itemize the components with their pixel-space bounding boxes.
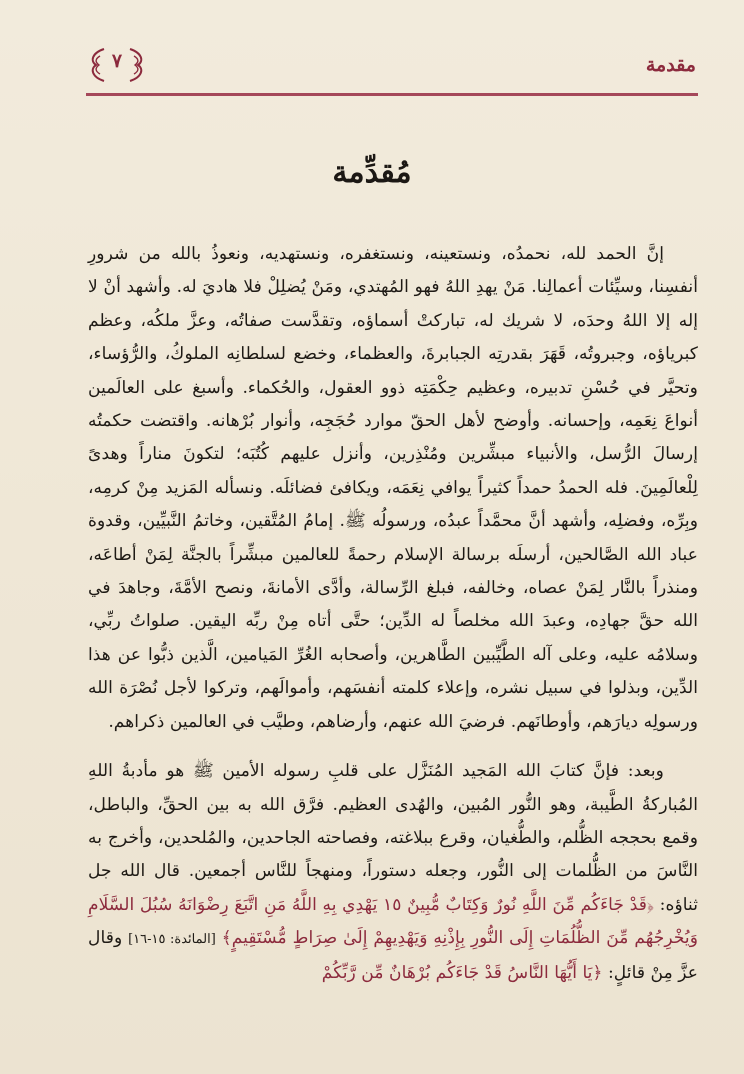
quran-verse-second: ﴿يَا أَيُّهَا النَّاسُ قَدْ جَاءَكُم بُرْهَانٌ مِّن رَّبِّكُمْ: [321, 962, 603, 983]
verse-reference: [المائدة: ١٥-١٦]: [128, 932, 216, 948]
section-heading: مُقدِّمة: [332, 155, 412, 190]
paragraph-text: وبعد: فإنَّ كتابَ الله المَجيد المُنَزَّل على قلبِ رسوله الأمين ﷺ هو مأدبةُ اللهِ المُباركةُ الطَّيبة، وهو النُّور المُبين، والهُدى العظيم. فرَّق الله به بين الحقِّ، والباطل، وقمع بحججه الظُّلم، والطُّغيان، وقرع ببلاغته، وفصاحته الجاحدين، والمُلحدين، وأخرج به النَّاسَ من الظُّلمات إلى النُّور، وجعله دستوراً، ومنهجاً للنَّاس أجمعين. قال الله جل ثناؤه:: [88, 761, 698, 915]
header-divider: [86, 93, 698, 96]
paragraph-praise: إنَّ الحمد لله، نحمدُه، ونستعينه، ونستغفره، ونستهديه، ونعوذُ بالله من شرورِ أنفسِنا، وسيِّئات أعمالِنا. مَنْ يهدِ اللهُ فهو المُهتدي، ومَنْ يُضلِلْ فلا هاديَ له. وأشهد أنْ لا إله إلا اللهُ وحدَه، لا شريك له، تباركتْ أسماؤه، وتقدَّست صفاتُه، وعزَّ ملكُه، وعظم كبرياؤه، وجبروتُه، قَهَرَ بقدرتِه الجبابرةَ، والعظماء، وخضع لسلطانِه الملوكُ، والرُّؤساء، وتحيَّر في حُسْنِ تدبيره، وعظيم حِكْمَتِه ذوو العقول، والحُكماء. وأسبغ على العالَمين أنواعَ نِعَمِه، وإحسانه. وأوضح لأهل الحقّ موارد حُجَجِه، وأنوار بُرْهانه. واقتضت حكمتُه إرسالَ الرُّسل، والأنبياء مبشِّرين ومُنْذِرين، وأنزل عليهم كُتُبَه؛ لتكونَ مناراً وهدىً لِلْعالَمِينَ. فله الحمدُ حمداً كثيراً يوافي نِعَمَه، ويكافئ فضائلَه. ونسأله المَزيد مِنْ كرمِه، وبِرِّه، وفضلِه، وأشهد أنَّ محمَّداً عبدُه، ورسولُه ﷺ. إمامُ المُتَّقين، وخاتمُ النَّبيِّين، وقدوة عباد الله الصَّالحين، أرسلَه برسالة الإسلام رحمةً للعالمين مبشِّراً بالجنَّة لِمَنْ أطاعَه، ومنذراً بالنَّار لِمَنْ عصاه، وخالفه، فبلغ الرِّسالة، وأدَّى الأمانةَ، ونصح الأمَّةَ، وجاهدَ في الله حقَّ جهادِه، وعبدَ الله مخلصاً له الدِّين؛ حتَّى أتاه مِنْ ربِّه اليقين. صلواتُ ربِّي، وسلامُه عليه، وعلى آله الطَّيِّبين الطَّاهرين، وأصحابه الغُرِّ المَيامين، الَّذين ذبُّوا عن هذا الدِّين، وبذلوا في سبيل نشره، وإعلاء كلمته أنفسَهم، وأموالَهم، وتركوا لأجل نُصْرَة الله ورسولِه ديارَهم، وأوطانَهم. فرضيَ الله عنهم، وأرضاهم، وطيَّب في العالمين ذكراهم.: [88, 244, 698, 732]
connector-text: وقال عزَّ مِنْ قائلٍ:: [88, 928, 698, 983]
body-text: [88, 238, 698, 990]
page-number: ٧: [111, 50, 123, 72]
page-header: [86, 44, 696, 88]
quran-verse: ﴿قَدْ جَاءَكُم مِّنَ اللَّهِ نُورٌ وَكِتَابٌ مُّبِينٌ ١٥ يَهْدِي بِهِ اللَّهُ مَنِ اتَّبَعَ رِضْوَانَهُ سُبُلَ السَّلَامِ وَيُخْرِجُهُم مِّنَ الظُّلُمَاتِ إِلَى النُّورِ بِإِذْنِهِ وَيَهْدِيهِمْ إِلَىٰ صِرَاطٍ مُّسْتَقِيمٍ﴾: [88, 894, 699, 949]
running-header-title: مقدمة: [645, 54, 696, 76]
paragraph-quran-intro: [88, 755, 698, 990]
